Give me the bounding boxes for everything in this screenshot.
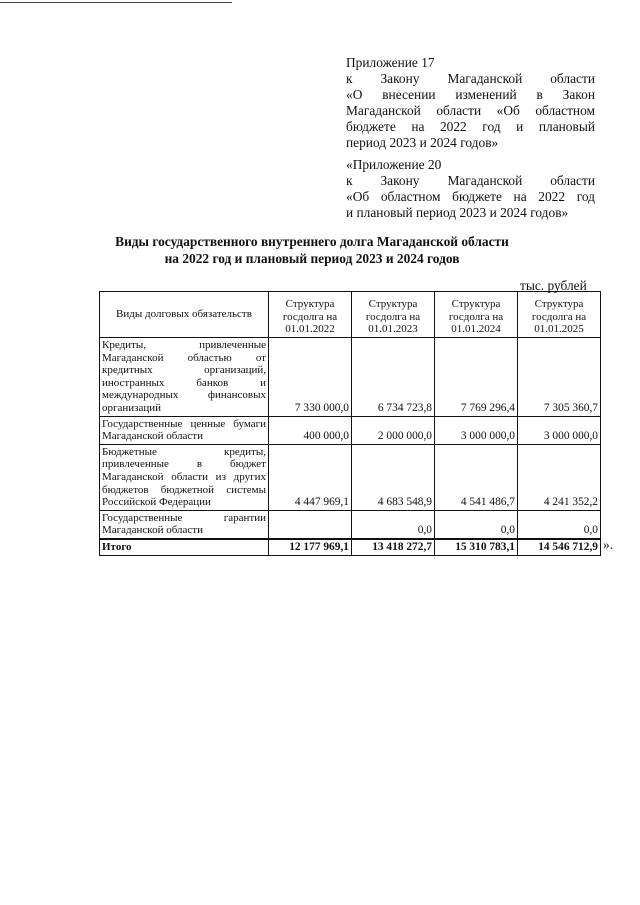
row-value: 6 734 723,8: [352, 338, 435, 417]
row-value: 4 683 548,9: [352, 444, 435, 510]
document-title: [92, 233, 532, 267]
table-header-row: [100, 292, 601, 338]
row-name: Кредиты, привлеченные Магаданской областью от кредитных организаций, иностранных банков и международных финансовых организаций: [100, 338, 269, 417]
table-row: [100, 444, 601, 510]
annex-17-line: Магаданской области «Об областном: [346, 103, 595, 118]
title-line-1: Виды государственного внутреннего долга Магаданской области: [115, 234, 509, 249]
table-total-row: [100, 539, 601, 555]
row-value: 4 541 486,7: [435, 444, 518, 510]
annex-17-line: Приложение 17: [346, 55, 435, 70]
row-value: [269, 510, 352, 539]
total-name: Итого: [100, 539, 269, 555]
row-value: 4 447 969,1: [269, 444, 352, 510]
row-value: 3 000 000,0: [435, 416, 518, 444]
annex-20-line: к Закону Магаданской области: [346, 173, 595, 188]
annex-20-line: и плановый период 2023 и 2024 годов»: [346, 205, 569, 220]
title-line-2: на 2022 год и плановый период 2023 и 2024 годов: [164, 251, 460, 266]
total-value: 14 546 712,9: [518, 539, 601, 555]
row-name: Бюджетные кредиты, привлеченные в бюджет Магаданской области из других бюджетов бюджетной системы Российской Федерации: [100, 444, 269, 510]
annex-17-line: к Закону Магаданской области: [346, 71, 595, 86]
units-label: тыс. рублей: [520, 278, 587, 293]
closing-quote: ».: [603, 537, 614, 552]
header-cell: Виды долговых обязательств: [100, 292, 269, 338]
annex-17-header: [346, 55, 595, 151]
row-value: 4 241 352,2: [518, 444, 601, 510]
annex-17-line: бюджете на 2022 год и плановый: [346, 119, 595, 134]
row-value: 2 000 000,0: [352, 416, 435, 444]
row-value: 0,0: [352, 510, 435, 539]
annex-20-header: [346, 157, 595, 221]
header-cell: Структура госдолга на 01.01.2025: [518, 292, 601, 338]
total-value: 12 177 969,1: [269, 539, 352, 555]
header-cell: Структура госдолга на 01.01.2022: [269, 292, 352, 338]
annex-17-line: период 2023 и 2024 годов»: [346, 135, 499, 150]
row-name: Государственные гарантии Магаданской области: [100, 510, 269, 539]
row-value: 7 769 296,4: [435, 338, 518, 417]
row-value: 0,0: [435, 510, 518, 539]
annex-17-line: «О внесении изменений в Закон: [346, 87, 595, 102]
row-value: 0,0: [518, 510, 601, 539]
header-cell: Структура госдолга на 01.01.2023: [352, 292, 435, 338]
row-value: 7 330 000,0: [269, 338, 352, 417]
table-row: [100, 416, 601, 444]
header-cell: Структура госдолга на 01.01.2024: [435, 292, 518, 338]
total-value: 13 418 272,7: [352, 539, 435, 555]
table-row: [100, 338, 601, 417]
row-value: 400 000,0: [269, 416, 352, 444]
top-rule: [0, 2, 232, 3]
annex-20-line: «Об областном бюджете на 2022 год: [346, 189, 595, 204]
row-value: 3 000 000,0: [518, 416, 601, 444]
row-name: Государственные ценные бумаги Магаданской области: [100, 416, 269, 444]
table-row: [100, 510, 601, 539]
debt-table: [99, 291, 601, 556]
total-value: 15 310 783,1: [435, 539, 518, 555]
row-value: 7 305 360,7: [518, 338, 601, 417]
annex-20-line: «Приложение 20: [346, 157, 442, 172]
